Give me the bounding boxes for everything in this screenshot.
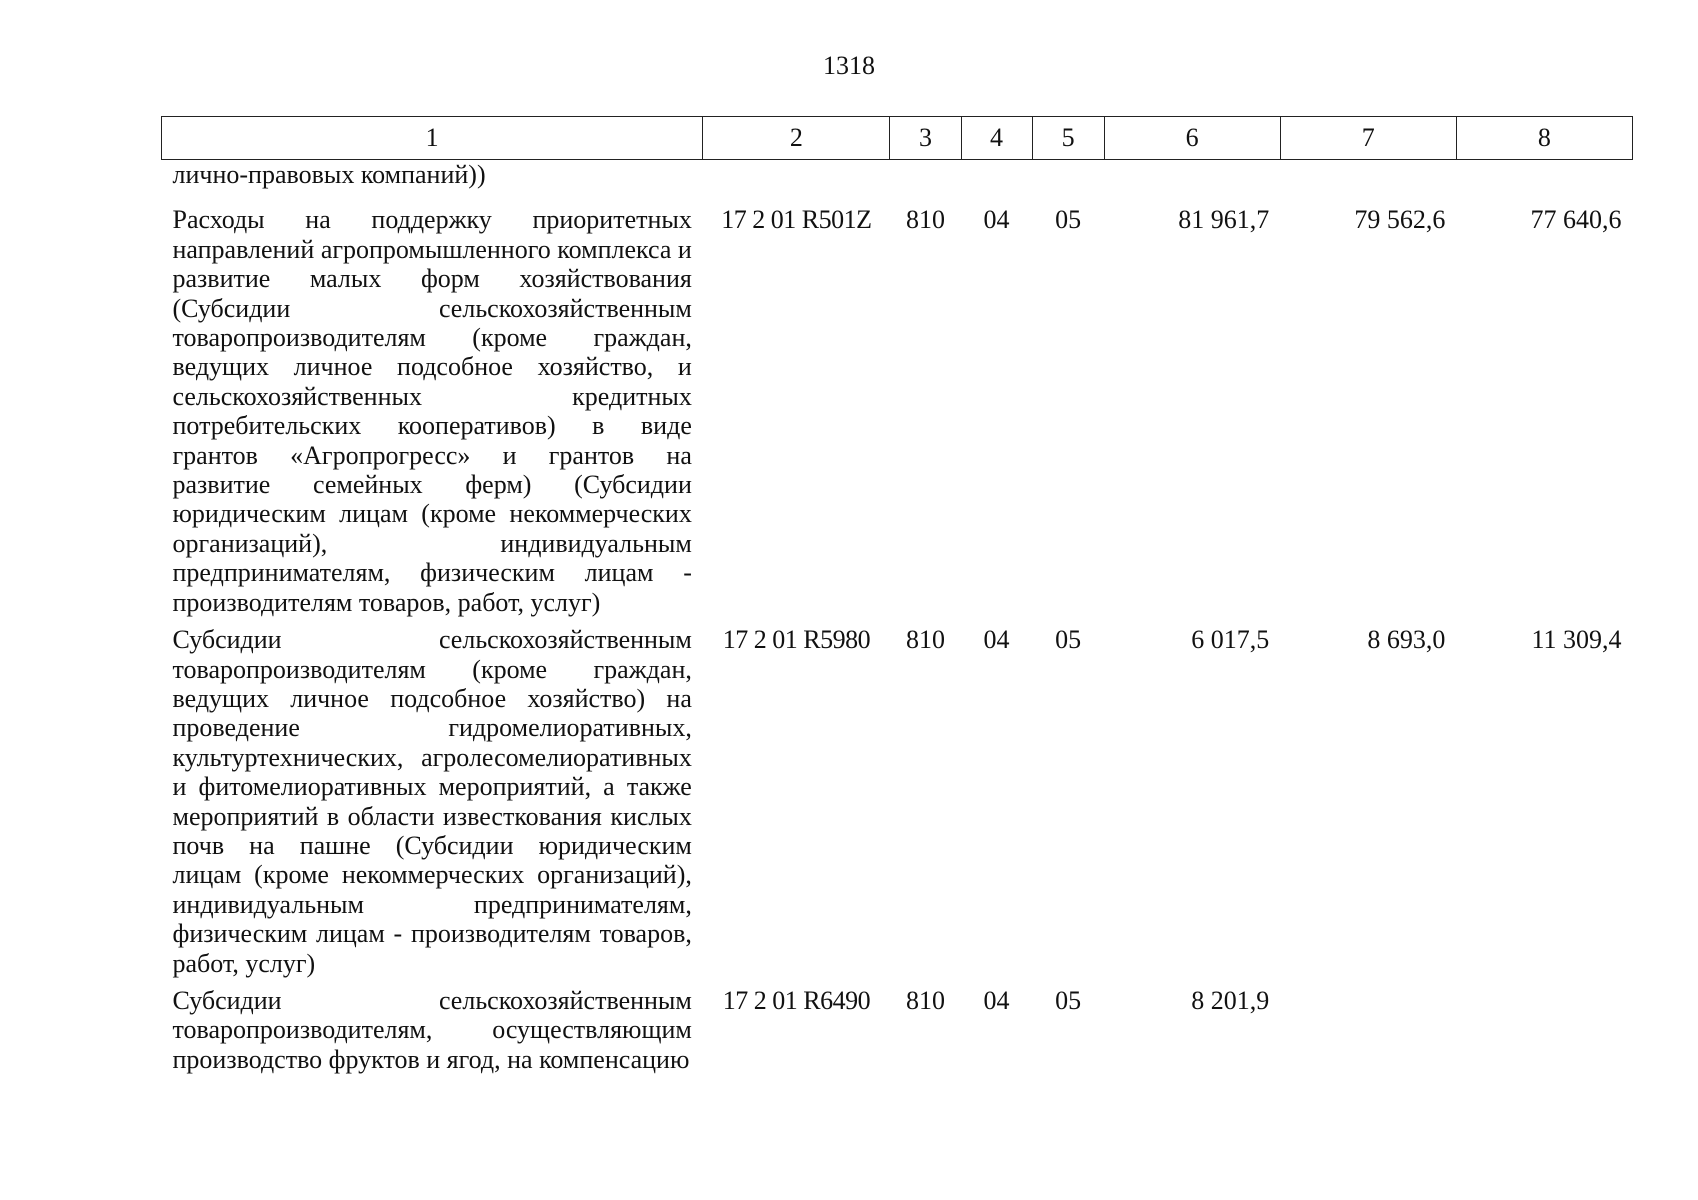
header-cell-6: 6 xyxy=(1104,117,1280,160)
row-type: 810 xyxy=(906,205,945,235)
row-value-1: 6 017,5 xyxy=(1191,625,1270,655)
header-cell-3: 3 xyxy=(890,117,961,160)
row-code: 17 2 01 R6490 xyxy=(722,985,871,1015)
row-code: 17 2 01 R501Z xyxy=(721,205,872,235)
row-type: 810 xyxy=(906,625,945,655)
row-value-2: 79 562,6 xyxy=(1354,205,1446,235)
row-value-1 xyxy=(1104,160,1280,206)
row-code: 17 2 01 R5980 xyxy=(722,625,871,655)
header-cell-2: 2 xyxy=(703,117,890,160)
row-section: 04 xyxy=(983,985,1010,1015)
row-value-3: 77 640,6 xyxy=(1530,205,1622,235)
header-cell-8: 8 xyxy=(1456,117,1632,160)
row-subsection: 05 xyxy=(1055,205,1082,235)
row-section xyxy=(961,160,1032,206)
row-section: 04 xyxy=(983,205,1010,235)
table-row xyxy=(162,625,1633,986)
row-subsection: 05 xyxy=(1055,625,1082,655)
table-row xyxy=(162,160,1633,206)
row-subsection: 05 xyxy=(1055,985,1082,1015)
header-row xyxy=(162,117,1633,160)
row-value-2 xyxy=(1280,986,1456,1082)
header-cell-5: 5 xyxy=(1032,117,1104,160)
row-value-3: 11 309,4 xyxy=(1531,625,1622,655)
row-subsection xyxy=(1032,160,1104,206)
row-code xyxy=(703,160,890,206)
row-description: Расходы на поддержку приоритетных направлений агропромышленного комплекса и развитие малых форм хозяйствования (Субсидии сельскохозяйственным товаропроизводителям (кроме граждан, ведущих личное подсобное хозяйство, и сельскохозяйственных кредитных потребительских кооперативов) в виде грантов «Агропрогресс» и грантов на развитие семейных ферм) (Субсидии юридическим лицам (кроме некоммерческих организаций), индивидуальным предпринимателям, физическим лицам - производителям товаров, работ, услуг) xyxy=(172,205,692,617)
row-section: 04 xyxy=(983,625,1010,655)
header-cell-1: 1 xyxy=(162,117,703,160)
row-description: лично-правовых компаний)) xyxy=(172,160,486,189)
row-type xyxy=(890,160,961,206)
row-value-2 xyxy=(1280,160,1456,206)
table-header xyxy=(162,117,1633,160)
row-type: 810 xyxy=(906,985,945,1015)
row-value-1: 81 961,7 xyxy=(1178,205,1270,235)
row-value-3 xyxy=(1456,160,1632,206)
table-body xyxy=(162,160,1633,1083)
row-value-2: 8 693,0 xyxy=(1367,625,1446,655)
header-cell-7: 7 xyxy=(1280,117,1456,160)
header-cell-4: 4 xyxy=(961,117,1032,160)
table-row xyxy=(162,986,1633,1082)
table-row xyxy=(162,205,1633,625)
row-description: Субсидии сельскохозяйственным товаропроизводителям, осуществляющим производство фруктов и ягод, на компенсацию xyxy=(172,985,692,1074)
row-value-1: 8 201,9 xyxy=(1191,985,1270,1015)
page-number: 1318 xyxy=(823,51,875,80)
row-description: Субсидии сельскохозяйственным товаропроизводителям (кроме граждан, ведущих личное подсобное хозяйство) на проведение гидромелиоративных, культуртехнических, агролесомелиоративных и фитомелиоративных мероприятий, а также мероприятий в области известкования кислых почв на пашне (Субсидии юридическим лицам (кроме некоммерческих организаций), индивидуальным предпринимателям, физическим лицам - производителям товаров, работ, услуг) xyxy=(172,625,692,978)
budget-table xyxy=(161,116,1633,1082)
row-value-3 xyxy=(1456,986,1632,1082)
